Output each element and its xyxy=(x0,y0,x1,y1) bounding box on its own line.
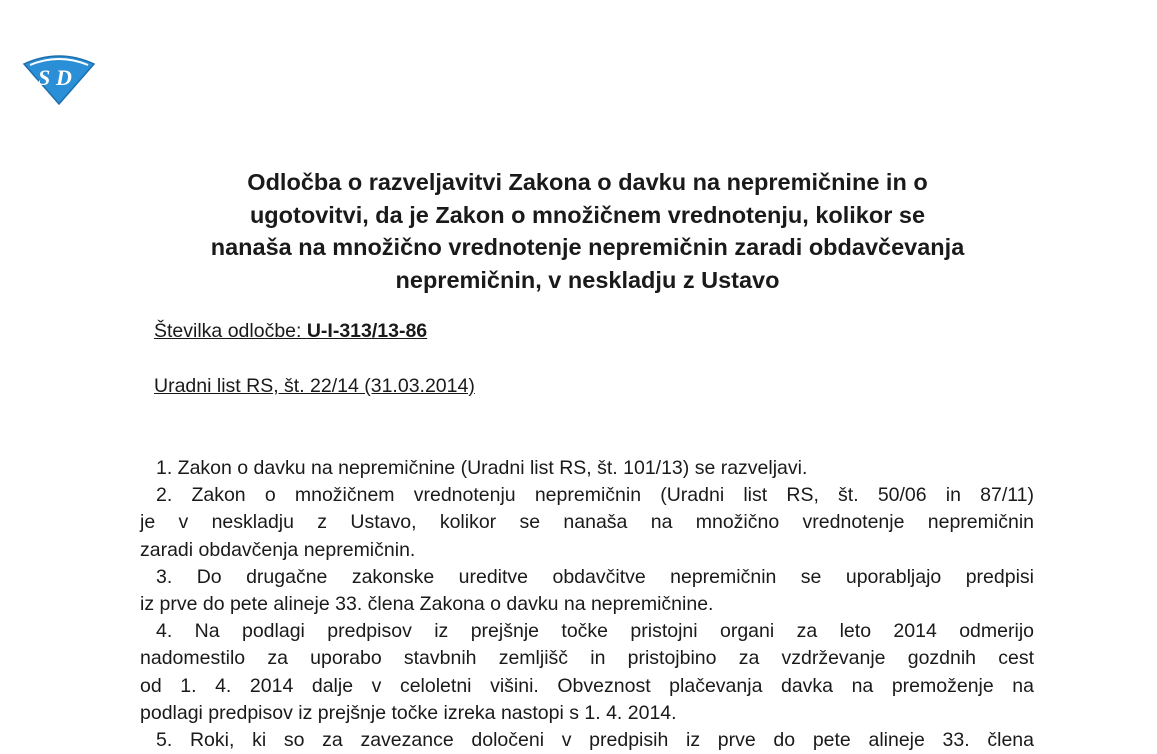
body-line: 3. Do drugačne zakonske ureditve obdavčitve nepremičnin se uporabljajo predpisi xyxy=(156,565,1034,588)
svg-text:D: D xyxy=(56,65,72,90)
body-line: zaradi obdavčenja nepremičnin. xyxy=(140,538,416,561)
body-line: podlagi predpisov iz prejšnje točke izreka nastopi s 1. 4. 2014. xyxy=(140,701,677,724)
body-line: od 1. 4. 2014 dalje v celoletni višini. Obveznost plačevanja davka na premoženje na xyxy=(140,674,1034,697)
body-line: nadomestilo za uporabo stavbnih zemljišč in pristojbino za vzdrževanje gozdnih cest xyxy=(140,647,1034,670)
body-line: 2. Zakon o množičnem vrednotenju nepremičnin (Uradni list RS, št. 50/06 in 87/11) xyxy=(156,484,1034,507)
document-title xyxy=(130,166,1045,296)
decision-number-label: Številka odločbe: xyxy=(154,320,307,342)
title-line: Odločba o razveljavitvi Zakona o davku na nepremičnine in o xyxy=(247,169,928,195)
body-line: 5. Roki, ki so za zavezance določeni v predpisih iz prve do pete alineje 33. člena xyxy=(156,728,1034,751)
sd-logo-icon xyxy=(22,50,96,106)
body-line: je v neskladju z Ustavo, kolikor se nanaša na množično vrednotenje nepremičnin xyxy=(140,511,1034,534)
body-line: 4. Na podlagi predpisov iz prejšnje točke pristojni organi za leto 2014 odmerijo xyxy=(156,620,1034,643)
decision-number-line xyxy=(154,320,427,343)
body-line: iz prve do pete alineje 33. člena Zakona o davku na nepremičnine. xyxy=(140,592,714,615)
title-line: nanaša na množično vrednotenje nepremičnin zaradi obdavčevanja xyxy=(210,234,965,260)
decision-number: U-I-313/13-86 xyxy=(306,320,428,342)
gazette-reference: Uradni list RS, št. 22/14 (31.03.2014) xyxy=(154,375,475,397)
title-line: ugotovitvi, da je Zakon o množičnem vrednotenju, kolikor se xyxy=(249,201,926,228)
decision-body xyxy=(140,455,1034,754)
svg-text:S: S xyxy=(38,65,51,90)
body-line: 1. Zakon o davku na nepremičnine (Uradni list RS, št. 101/13) se razveljavi. xyxy=(156,457,808,479)
title-line: nepremičnin, v neskladju z Ustavo xyxy=(395,266,780,293)
